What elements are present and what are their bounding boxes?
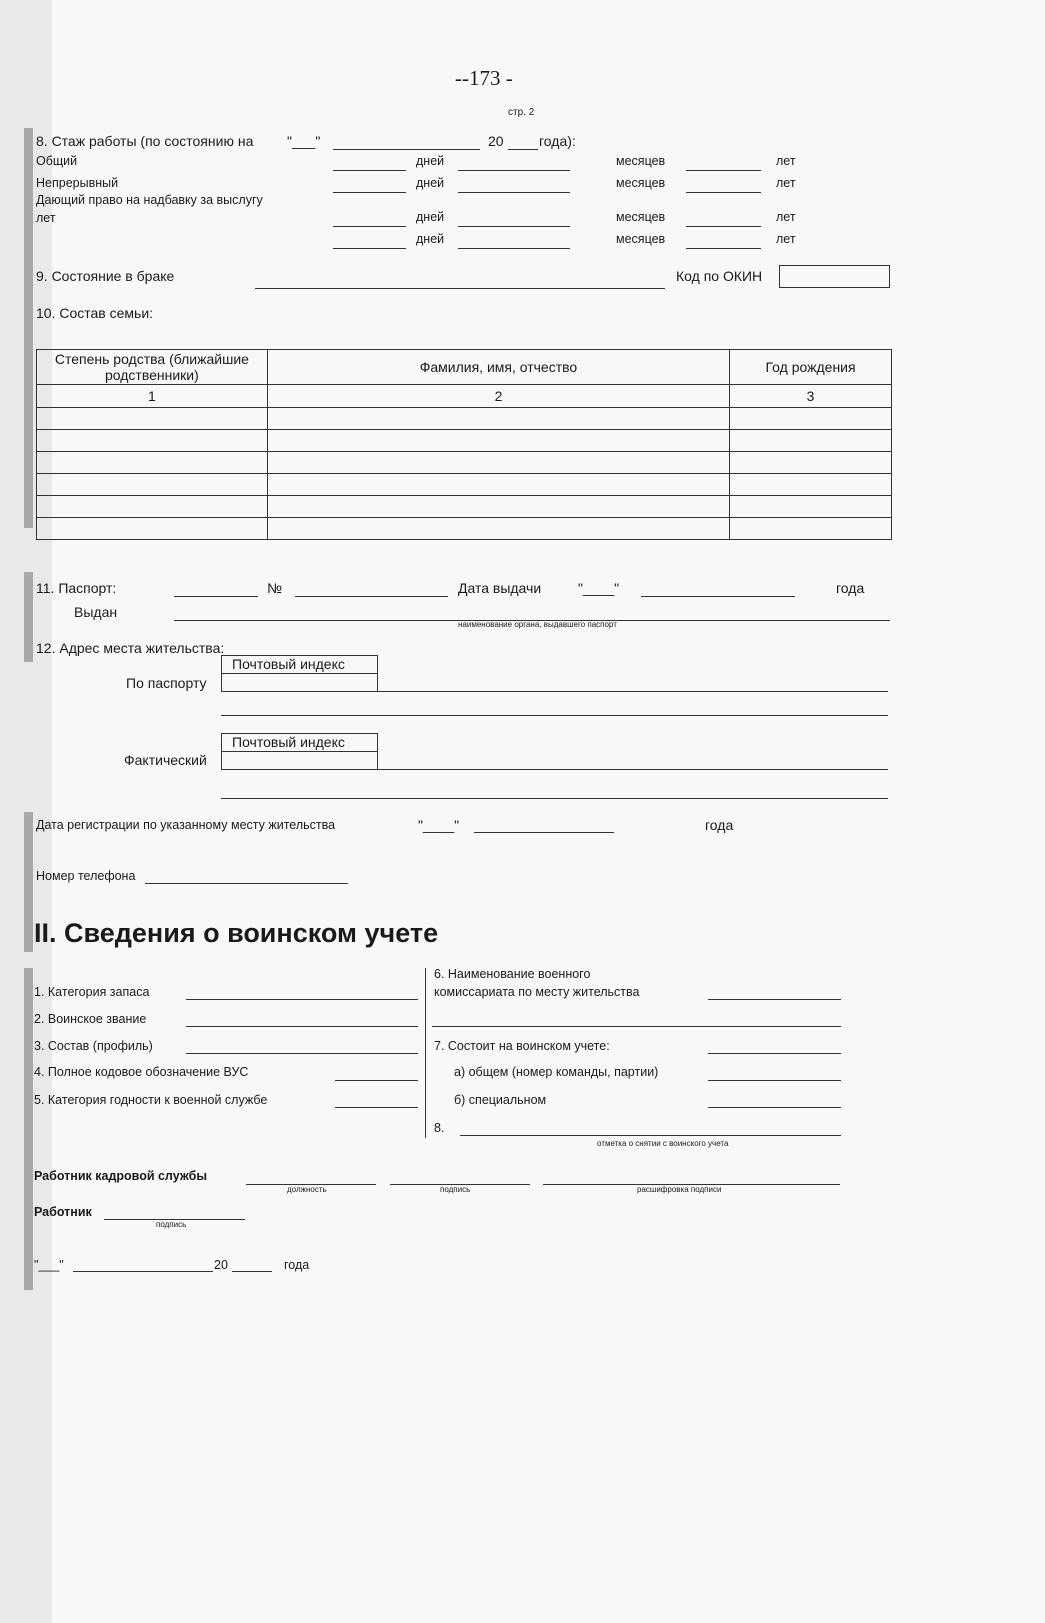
special-registration-field[interactable] [708, 1107, 841, 1108]
days-value-field[interactable] [458, 248, 570, 249]
date-month-field[interactable] [73, 1271, 213, 1272]
days-count-field[interactable] [333, 226, 406, 227]
months-value-field[interactable] [686, 170, 761, 171]
date-year-field[interactable] [232, 1271, 272, 1272]
hr-position-caption: должность [287, 1185, 327, 1194]
days-count-field[interactable] [333, 192, 406, 193]
table-row [37, 518, 892, 540]
passport-number-sign: № [267, 580, 283, 596]
family-cell[interactable] [730, 474, 892, 496]
family-header-name: Фамилия, имя, отчество [267, 350, 729, 385]
sheet-label: стр. 2 [508, 107, 535, 118]
passport-issue-date-label: Дата выдачи [458, 580, 542, 596]
hr-worker-label: Работник кадровой службы [34, 1169, 208, 1183]
family-cell[interactable] [37, 408, 268, 430]
registration-date-field[interactable] [474, 832, 614, 833]
months-word: месяцев [616, 176, 666, 190]
seniority-continuous-label: Непрерывный [36, 176, 119, 190]
table-row [37, 430, 892, 452]
general-registration-label: а) общем (номер команды, партии) [454, 1065, 659, 1079]
commissariat-field[interactable] [708, 999, 841, 1000]
family-cell[interactable] [267, 496, 729, 518]
paper-sheet-top [85, 0, 1045, 140]
military-column-divider [425, 968, 426, 1138]
vus-code-label: 4. Полное кодовое обозначение ВУС [34, 1065, 249, 1079]
table-row [37, 496, 892, 518]
by-passport-address-field[interactable] [378, 691, 888, 692]
by-passport-address-field-2[interactable] [221, 715, 888, 716]
binder-strip [24, 128, 33, 528]
family-column-number: 2 [267, 385, 729, 408]
reserve-category-field[interactable] [186, 999, 418, 1000]
months-word: месяцев [616, 210, 666, 224]
phone-field[interactable] [145, 883, 348, 884]
hr-decoding-caption: расшифровка подписи [637, 1185, 722, 1194]
postal-index-label: Почтовый индекс [232, 734, 345, 750]
item8-label: 8. [434, 1121, 445, 1135]
actual-address-field[interactable] [378, 769, 888, 770]
family-cell[interactable] [37, 496, 268, 518]
family-cell[interactable] [730, 408, 892, 430]
section8-year-line [508, 149, 538, 150]
deregistration-field[interactable] [460, 1135, 841, 1136]
seniority-general-label: Общий [36, 154, 78, 168]
composition-profile-label: 3. Состав (профиль) [34, 1039, 153, 1053]
family-cell[interactable] [267, 430, 729, 452]
family-cell[interactable] [267, 474, 729, 496]
commissariat-label-line2: комиссариата по месту жительства [434, 985, 640, 999]
years-word: лет [776, 232, 796, 246]
table-row [37, 474, 892, 496]
military-rank-field[interactable] [186, 1026, 418, 1027]
binder-strip [24, 812, 33, 952]
page-number: --173 - [455, 66, 513, 90]
passport-issued-label: Выдан [74, 604, 118, 620]
family-column-number: 3 [730, 385, 892, 408]
date-year-prefix: 20 [214, 1258, 228, 1272]
days-word: дней [416, 210, 445, 224]
section8-year-prefix: 20 [488, 133, 504, 149]
special-registration-label: б) специальном [454, 1093, 547, 1107]
family-table [36, 349, 892, 540]
deregistration-caption: отметка о снятии с воинского учета [597, 1139, 729, 1148]
section8-year-suffix: года): [539, 133, 576, 149]
days-word: дней [416, 232, 445, 246]
family-cell[interactable] [730, 496, 892, 518]
worker-signature-caption: подпись [156, 1220, 187, 1229]
date-day-quote: "___" [34, 1258, 64, 1272]
section8-title: 8. Стаж работы (по состоянию на [36, 133, 254, 149]
postal-index-divider [221, 751, 378, 752]
days-word: дней [416, 176, 445, 190]
worker-label: Работник [34, 1205, 92, 1219]
general-registration-field[interactable] [708, 1080, 841, 1081]
paper-sheet [52, 0, 1045, 1623]
commissariat-label-line1: 6. Наименование военного [434, 967, 591, 981]
months-word: месяцев [616, 154, 666, 168]
postal-index-divider [221, 673, 378, 674]
passport-issue-date-field[interactable] [641, 596, 795, 597]
registration-day-quote: "____" [418, 817, 460, 833]
family-cell[interactable] [730, 430, 892, 452]
seniority-years-label: лет [36, 211, 56, 225]
family-cell[interactable] [37, 452, 268, 474]
family-cell[interactable] [267, 408, 729, 430]
phone-label: Номер телефона [36, 869, 136, 883]
passport-number-field[interactable] [295, 596, 448, 597]
passport-year-word: года [836, 580, 865, 596]
days-word: дней [416, 154, 445, 168]
passport-issued-caption: наименование органа, выдавшего паспорт [458, 620, 617, 629]
months-value-field[interactable] [686, 192, 761, 193]
section8-quote: "___" [287, 133, 321, 149]
marital-status-label: 9. Состояние в браке [36, 268, 175, 284]
family-cell[interactable] [37, 474, 268, 496]
family-cell[interactable] [37, 430, 268, 452]
family-header-relation: Степень родства (ближайшие родственники) [37, 350, 268, 385]
reserve-category-label: 1. Категория запаса [34, 985, 150, 999]
days-count-field[interactable] [333, 170, 406, 171]
passport-label: 11. Паспорт: [36, 580, 117, 596]
passport-series-field[interactable] [174, 596, 258, 597]
vus-code-field[interactable] [335, 1080, 418, 1081]
commissariat-field-2[interactable] [432, 1026, 841, 1027]
family-cell[interactable] [267, 518, 729, 540]
years-word: лет [776, 176, 796, 190]
registered-label: 7. Состоит на воинском учете: [434, 1039, 610, 1053]
table-row [37, 452, 892, 474]
actual-address-field-2[interactable] [221, 798, 888, 799]
table-row [37, 408, 892, 430]
postal-index-label: Почтовый индекс [232, 656, 345, 672]
days-value-field[interactable] [458, 226, 570, 227]
registration-date-label: Дата регистрации по указанному месту жительства [36, 818, 336, 832]
by-passport-label: По паспорту [126, 675, 207, 691]
address-label: 12. Адрес места жительства: [36, 640, 225, 656]
okin-code-box[interactable] [779, 265, 890, 288]
days-value-field[interactable] [458, 192, 570, 193]
registration-year-word: года [705, 817, 734, 833]
family-cell[interactable] [267, 452, 729, 474]
composition-profile-field[interactable] [186, 1053, 418, 1054]
marital-status-field[interactable] [255, 288, 665, 289]
military-section-title: II. Сведения о воинском учете [34, 918, 439, 948]
registered-field[interactable] [708, 1053, 841, 1054]
family-cell[interactable] [730, 518, 892, 540]
military-rank-label: 2. Воинское звание [34, 1012, 147, 1026]
fitness-category-label: 5. Категория годности к военной службе [34, 1093, 268, 1107]
date-year-suffix: года [284, 1258, 310, 1272]
family-cell[interactable] [730, 452, 892, 474]
months-word: месяцев [616, 232, 666, 246]
okin-code-label: Код по ОКИН [676, 268, 763, 284]
family-column-number: 1 [37, 385, 268, 408]
hr-signature-caption: подпись [440, 1185, 471, 1194]
binder-strip [24, 968, 33, 1290]
years-word: лет [776, 154, 796, 168]
months-value-field[interactable] [686, 226, 761, 227]
passport-issue-day-quote: "____" [578, 580, 620, 596]
section8-date-line [333, 149, 480, 150]
actual-address-label: Фактический [124, 752, 207, 768]
binder-strip [24, 572, 33, 662]
days-value-field[interactable] [458, 170, 570, 171]
seniority-bonus-label: Дающий право на надбавку за выслугу [36, 193, 263, 207]
months-value-field[interactable] [686, 248, 761, 249]
fitness-category-field[interactable] [335, 1107, 418, 1108]
days-count-field[interactable] [333, 248, 406, 249]
family-header-birth-year: Год рождения [730, 350, 892, 385]
family-composition-label: 10. Состав семьи: [36, 305, 154, 321]
family-cell[interactable] [37, 518, 268, 540]
years-word: лет [776, 210, 796, 224]
